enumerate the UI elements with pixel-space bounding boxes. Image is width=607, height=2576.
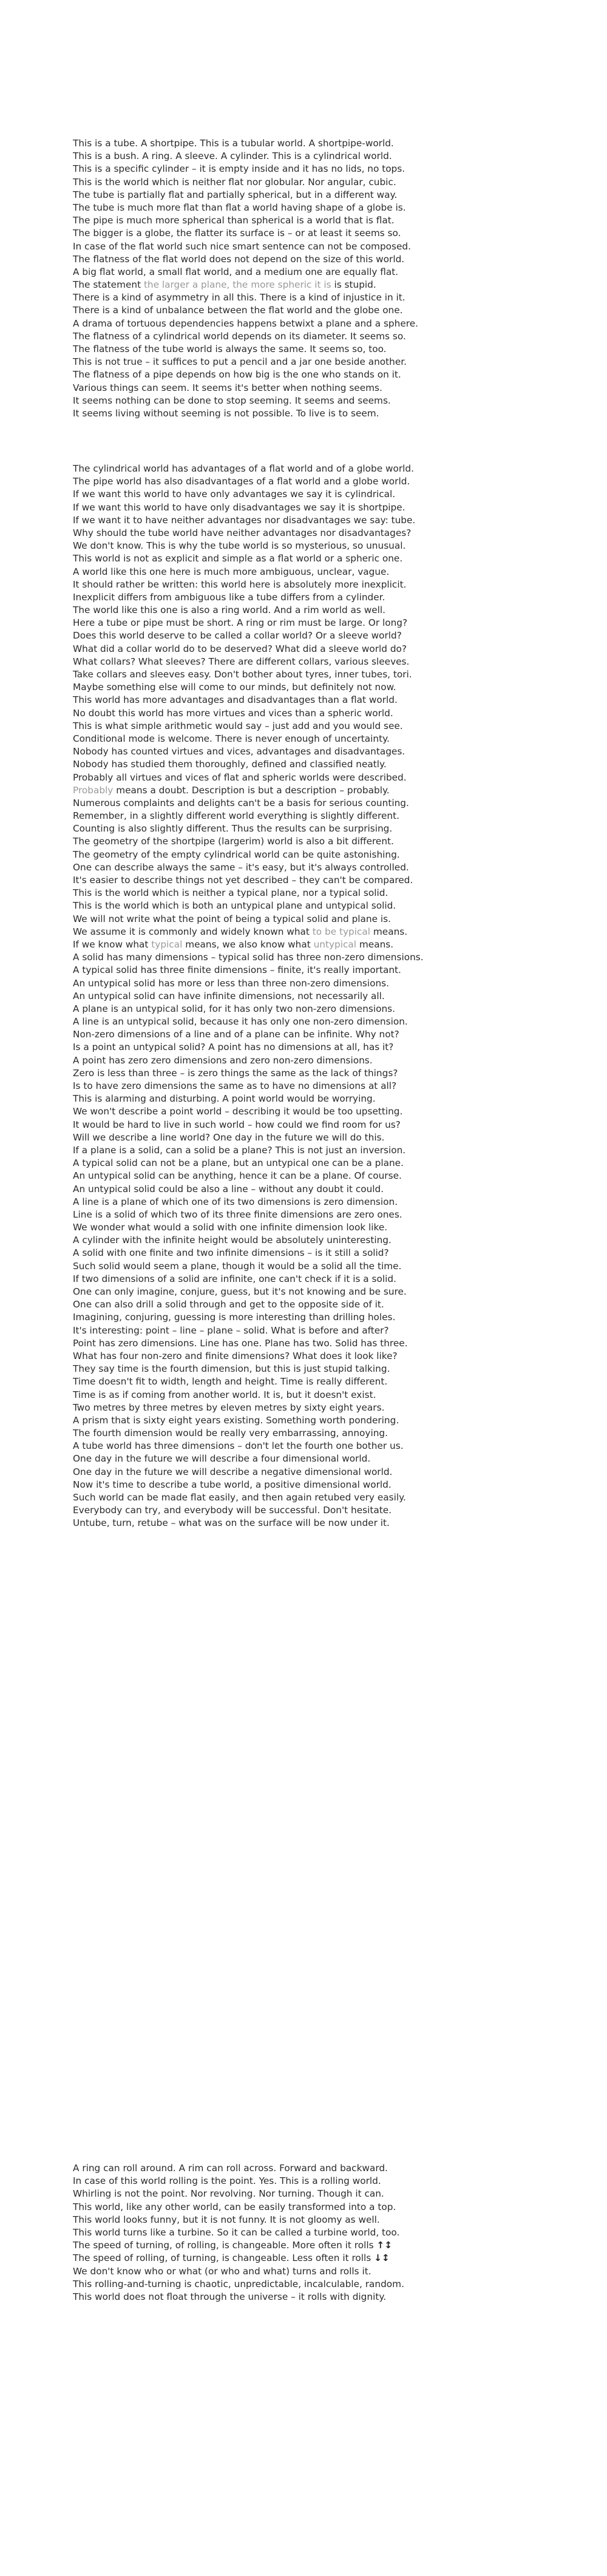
text-line <box>73 475 534 488</box>
text-line <box>73 1170 534 1182</box>
highlighted-phrase: typical <box>151 938 183 950</box>
text-segment: A plane is an untypical solid, for it has only two non-zero dimensions. <box>73 1003 396 1014</box>
text-segment: This is the world which is both an untypical plane and untypical solid. <box>73 900 396 912</box>
text-line <box>73 1414 534 1427</box>
text-line <box>73 1273 534 1286</box>
text-segment: Time is as if coming from another world. It is, but it doesn't exist. <box>73 1389 376 1400</box>
text-segment: The speed of turning, of rolling, is changeable. More often it rolls <box>73 2240 377 2251</box>
text-segment: Maybe something else will come to our minds, but definitely not now. <box>73 682 396 693</box>
text-segment: A solid has many dimensions – typical solid has three non-zero dimensions. <box>73 952 424 963</box>
text-segment: Remember, in a slightly different world everything is slightly different. <box>73 810 399 822</box>
text-segment: Is to have zero dimensions the same as to have no dimensions at all? <box>73 1080 397 1091</box>
text-segment: We will not write what the point of being a typical solid and plane is. <box>73 913 391 924</box>
text-line <box>73 137 534 150</box>
text-line <box>73 887 534 900</box>
text-line <box>73 758 534 771</box>
text-line <box>73 656 534 668</box>
text-segment: There is a kind of asymmetry in all this. There is a kind of injustice in it. <box>73 292 405 303</box>
text-segment: The geometry of the shortpipe (largerim) world is also a bit different. <box>73 836 394 847</box>
text-line <box>73 2239 534 2252</box>
text-segment: If we want this world to have only disadvantages we say it is shortpipe. <box>73 501 405 513</box>
text-line <box>73 720 534 733</box>
text-line <box>73 227 534 240</box>
text-segment: This world, like any other world, can be easily transformed into a top. <box>73 2201 396 2212</box>
text-segment: A typical solid has three finite dimensions – finite, it's really important. <box>73 964 401 976</box>
text-segment: Take collars and sleeves easy. Don't bother about tyres, inner tubes, tori. <box>73 669 412 680</box>
text-segment: is stupid. <box>331 279 376 291</box>
text-line <box>73 501 534 514</box>
text-segment: The cylindrical world has advantages of a flat world and of a globe world. <box>73 463 414 474</box>
text-line <box>73 1234 534 1247</box>
text-segment: A typical solid can not be a plane, but an untypical one can be a plane. <box>73 1158 404 1169</box>
text-line <box>73 279 534 291</box>
text-segment: We don't know who or what (or who and what) turns and rolls it. <box>73 2265 371 2277</box>
text-line <box>73 707 534 720</box>
text-segment: Two metres by three metres by eleven metres by sixty eight years. <box>73 1402 385 1413</box>
text-line <box>73 2278 534 2291</box>
text-line <box>73 1389 534 1402</box>
text-segment: Zero is less than three – is zero things the same as the lack of things? <box>73 1067 398 1079</box>
text-line <box>73 1375 534 1388</box>
text-line <box>73 784 534 797</box>
text-line <box>73 266 534 279</box>
text-line <box>73 2162 534 2175</box>
text-line <box>73 1479 534 1491</box>
text-line <box>73 304 534 317</box>
text-line <box>73 900 534 912</box>
text-segment: Counting is also slightly different. Thus the results can be surprising. <box>73 823 393 835</box>
text-segment: If we want it to have neither advantages nor disadvantages we say: tube. <box>73 514 416 526</box>
text-line <box>73 1504 534 1517</box>
text-line <box>73 810 534 822</box>
text-line <box>73 1183 534 1196</box>
text-line <box>73 2188 534 2200</box>
text-line <box>73 822 534 835</box>
text-line <box>73 1337 534 1350</box>
text-segment: This is a specific cylinder – it is empty inside and it has no lids, no tops. <box>73 163 405 175</box>
text-segment: This world turns like a turbine. So it can be called a turbine world, too. <box>73 2226 400 2238</box>
text-line <box>73 643 534 656</box>
text-line <box>73 368 534 381</box>
text-line <box>73 317 534 330</box>
text-line <box>73 1067 534 1080</box>
text-segment: Nobody has counted virtues and vices, advantages and disadvantages. <box>73 746 405 758</box>
text-line <box>73 463 534 475</box>
text-segment: Is a point an untypical solid? A point has no dimensions at all, has it? <box>73 1042 394 1053</box>
text-line <box>73 1350 534 1363</box>
text-line <box>73 938 534 951</box>
text-line <box>73 1028 534 1041</box>
text-segment: It's easier to describe things not yet described – they can't be compared. <box>73 875 413 886</box>
text-segment: The speed of rolling, of turning, is changeable. Less often it rolls <box>73 2252 375 2264</box>
text-segment: A big flat world, a small flat world, and a medium one are equally flat. <box>73 266 399 277</box>
text-line <box>73 591 534 604</box>
text-line <box>73 629 534 642</box>
text-segment: Nobody has studied them thoroughly, defined and classified neatly. <box>73 759 387 770</box>
text-line <box>73 1402 534 1414</box>
text-segment: No doubt this world has more virtues and vices than a spheric world. <box>73 707 393 719</box>
text-line <box>73 382 534 395</box>
text-segment: One day in the future we will describe a negative dimensional world. <box>73 1466 393 1477</box>
text-segment: Non-zero dimensions of a line and of a plane can be infinite. Why not? <box>73 1029 399 1040</box>
text-segment: The geometry of the empty cylindrical world can be quite astonishing. <box>73 849 400 860</box>
text-segment: If two dimensions of a solid are infinite, one can't check if it is a solid. <box>73 1273 396 1284</box>
text-line <box>73 694 534 707</box>
arrow-icon: ↑↕ <box>376 2240 393 2251</box>
text-line <box>73 1324 534 1337</box>
text-line <box>73 1093 534 1105</box>
text-segment: A tube world has three dimensions – don't let the fourth one bother us. <box>73 1440 404 1452</box>
paragraph-1 <box>73 137 534 420</box>
text-line <box>73 913 534 926</box>
text-line <box>73 874 534 887</box>
text-segment: An untypical solid has more or less than three non-zero dimensions. <box>73 977 389 989</box>
highlighted-phrase: Probably <box>73 784 114 796</box>
text-line <box>73 2214 534 2226</box>
text-line <box>73 407 534 420</box>
text-segment: In case of this world rolling is the point. Yes. This is a rolling world. <box>73 2175 381 2187</box>
text-line <box>73 1119 534 1131</box>
text-segment: Conditional mode is welcome. There is never enough of uncertainty. <box>73 733 390 744</box>
text-segment: Why should the tube world have neither advantages nor disadvantages? <box>73 527 412 538</box>
text-line <box>73 835 534 848</box>
text-line <box>73 163 534 175</box>
text-segment: A point has zero zero dimensions and zero non-zero dimensions. <box>73 1054 373 1066</box>
text-segment: This rolling-and-turning is chaotic, unpredictable, incalculable, random. <box>73 2278 404 2290</box>
text-segment: This world does not float through the universe – it rolls with dignity. <box>73 2291 387 2302</box>
text-segment: It would be hard to live in such world – how could we find room for us? <box>73 1119 401 1130</box>
text-segment: Time doesn't fit to width, length and height. Time is really different. <box>73 1376 388 1388</box>
text-line <box>73 552 534 565</box>
text-segment: The flatness of a cylindrical world depends on its diameter. It seems so. <box>73 330 406 342</box>
text-segment: The pipe is much more spherical than spherical is a world that is flat. <box>73 215 395 226</box>
text-line <box>73 176 534 189</box>
text-segment: The pipe world has also disadvantages of a flat world and a globe world. <box>73 476 410 487</box>
text-segment: One can only imagine, conjure, guess, but it's not knowing and be sure. <box>73 1286 407 1297</box>
text-segment: This is alarming and disturbing. A point world would be worrying. <box>73 1093 376 1105</box>
text-segment: Imagining, conjuring, guessing is more interesting than drilling holes. <box>73 1312 396 1323</box>
text-line <box>73 1221 534 1234</box>
text-segment: A solid with one finite and two infinite dimensions – is it still a solid? <box>73 1247 389 1259</box>
text-line <box>73 395 534 407</box>
text-line <box>73 2252 534 2265</box>
text-line <box>73 1105 534 1118</box>
text-line <box>73 1131 534 1144</box>
text-line <box>73 1247 534 1259</box>
text-segment: Such world can be made flat easily, and then again retubed very easily. <box>73 1492 406 1503</box>
text-line <box>73 1015 534 1028</box>
text-segment: What collars? What sleeves? There are different collars, various sleeves. <box>73 656 410 667</box>
text-segment: Various things can seem. It seems it's better when nothing seems. <box>73 382 382 393</box>
text-line <box>73 668 534 681</box>
paragraph-3 <box>73 2162 534 2303</box>
text-segment: Untube, turn, retube – what was on the surface will be now under it. <box>73 1517 390 1529</box>
text-segment: If we know what <box>73 938 152 950</box>
text-segment: The statement <box>73 279 144 291</box>
text-segment: A world like this one here is much more ambiguous, unclear, vague. <box>73 566 390 577</box>
text-line <box>73 1054 534 1067</box>
text-line <box>73 253 534 266</box>
text-segment: One can also drill a solid through and get to the opposite side of it. <box>73 1299 384 1310</box>
text-line <box>73 1491 534 1504</box>
text-line <box>73 1286 534 1298</box>
text-line <box>73 2265 534 2278</box>
text-line <box>73 849 534 861</box>
text-line <box>73 488 534 501</box>
text-segment: This world looks funny, but it is not funny. It is not gloomy as well. <box>73 2214 380 2225</box>
text-line <box>73 977 534 990</box>
text-segment: Numerous complaints and delights can't be a basis for serious counting. <box>73 797 409 808</box>
text-line <box>73 1144 534 1157</box>
text-line <box>73 343 534 356</box>
text-line <box>73 1311 534 1324</box>
text-segment: The flatness of a pipe depends on how big is the one who stands on it. <box>73 369 401 381</box>
text-line <box>73 1298 534 1311</box>
text-segment: It's interesting: point – line – plane – solid. What is before and after? <box>73 1324 389 1336</box>
text-segment: It seems living without seeming is not possible. To live is to seem. <box>73 407 379 419</box>
text-line <box>73 527 534 540</box>
arrow-icon: ↓↕ <box>374 2252 390 2264</box>
text-line <box>73 1517 534 1530</box>
text-line <box>73 1440 534 1452</box>
text-line <box>73 1041 534 1054</box>
text-segment: This is not true – it suffices to put a pencil and a jar one beside another. <box>73 356 407 368</box>
text-line <box>73 861 534 874</box>
text-segment: One day in the future we will describe a four dimensional world. <box>73 1453 371 1465</box>
text-segment: A line is an untypical solid, because it has only one non-zero dimension. <box>73 1016 408 1028</box>
text-line <box>73 578 534 591</box>
text-line <box>73 189 534 202</box>
text-segment: We assume it is commonly and widely known what <box>73 926 313 937</box>
text-segment: If a plane is a solid, can a solid be a plane? This is not just an inversion. <box>73 1144 406 1156</box>
text-segment: One can describe always the same – it's easy, but it's always controlled. <box>73 861 409 873</box>
text-line <box>73 240 534 253</box>
text-line <box>73 926 534 938</box>
text-line <box>73 214 534 227</box>
text-line <box>73 990 534 1003</box>
text-segment: A line is a plane of which one of its two dimensions is zero dimension. <box>73 1196 398 1207</box>
text-line <box>73 733 534 745</box>
text-segment: A drama of tortuous dependencies happens betwixt a plane and a sphere. <box>73 317 418 329</box>
text-segment: Point has zero dimensions. Line has one. Plane has two. Solid has three. <box>73 1337 408 1349</box>
text-segment: The fourth dimension would be really very embarrassing, annoying. <box>73 1428 388 1439</box>
text-segment: Does this world deserve to be called a collar world? Or a sleeve world? <box>73 630 402 642</box>
text-line <box>73 771 534 784</box>
text-segment: means a doubt. Description is but a description – probably. <box>113 784 390 796</box>
text-segment: The world like this one is also a ring world. And a rim world as well. <box>73 605 386 616</box>
text-line <box>73 681 534 694</box>
text-segment: Here a tube or pipe must be short. A ring or rim must be large. Or long? <box>73 617 408 629</box>
text-segment: means, we also know what <box>182 938 314 950</box>
text-line <box>73 604 534 617</box>
text-line <box>73 291 534 304</box>
text-segment: The bigger is a globe, the flatter its surface is – or at least it seems so. <box>73 228 401 239</box>
highlighted-phrase: to be typical <box>312 926 371 937</box>
text-segment: This is a bush. A ring. A sleeve. A cylinder. This is a cylindrical world. <box>73 151 392 162</box>
text-segment: It seems nothing can be done to stop seeming. It seems and seems. <box>73 395 391 406</box>
text-segment: This world is not as explicit and simple as a flat world or a spheric one. <box>73 553 403 564</box>
highlighted-phrase: the larger a plane, the more spheric it is <box>143 279 331 291</box>
text-line <box>73 356 534 368</box>
text-segment: They say time is the fourth dimension, but this is just stupid talking. <box>73 1363 390 1375</box>
text-segment: An untypical solid could be also a line – without any doubt it could. <box>73 1183 384 1195</box>
text-segment: We wonder what would a solid with one infinite dimension look like. <box>73 1222 388 1233</box>
text-line <box>73 1363 534 1375</box>
text-line <box>73 1260 534 1273</box>
text-segment: Such solid would seem a plane, though it would be a solid all the time. <box>73 1260 402 1272</box>
text-line <box>73 150 534 163</box>
text-line <box>73 202 534 214</box>
text-line <box>73 2291 534 2303</box>
text-line <box>73 1157 534 1170</box>
text-segment: Now it's time to describe a tube world, a positive dimensional world. <box>73 1479 392 1490</box>
text-line <box>73 514 534 527</box>
text-segment: This is what simple arithmetic would say – just add and you would see. <box>73 720 403 731</box>
text-segment: means. <box>370 926 408 937</box>
text-segment: An untypical solid can be anything, hence it can be a plane. Of course. <box>73 1170 402 1182</box>
text-segment: There is a kind of unbalance between the flat world and the globe one. <box>73 305 403 316</box>
text-segment: The tube is partially flat and partially spherical, but in a different way. <box>73 189 398 200</box>
text-line <box>73 1196 534 1208</box>
text-segment: A cylinder with the infinite height would be absolutely uninteresting. <box>73 1235 392 1246</box>
text-line <box>73 1427 534 1440</box>
text-segment: This world has more advantages and disadvantages than a flat world. <box>73 694 398 706</box>
text-segment: Whirling is not the point. Nor revolving. Nor turning. Though it can. <box>73 2188 384 2200</box>
text-segment: If we want this world to have only advantages we say it is cylindrical. <box>73 489 396 500</box>
text-line <box>73 745 534 758</box>
text-segment: This is the world which is neither flat nor globular. Nor angular, cubic. <box>73 176 396 188</box>
text-segment: This is a tube. A shortpipe. This is a tubular world. A shortpipe-world. <box>73 138 394 149</box>
text-line <box>73 2175 534 2188</box>
text-segment: This is the world which is neither a typical plane, nor a typical solid. <box>73 887 388 899</box>
text-line <box>73 566 534 578</box>
text-line <box>73 1452 534 1465</box>
text-segment: A ring can roll around. A rim can roll across. Forward and backward. <box>73 2163 388 2174</box>
text-segment: We won't describe a point world – describing it would be too upsetting. <box>73 1106 403 1117</box>
text-segment: Probably all virtues and vices of flat and spheric worlds were described. <box>73 771 407 783</box>
text-line <box>73 1003 534 1015</box>
text-segment: Everybody can try, and everybody will be successful. Don't hesitate. <box>73 1505 392 1516</box>
text-line <box>73 330 534 343</box>
text-line <box>73 1466 534 1479</box>
text-segment: A prism that is sixty eight years existing. Something worth pondering. <box>73 1414 399 1426</box>
text-line <box>73 951 534 964</box>
text-segment: An untypical solid can have infinite dimensions, not necessarily all. <box>73 990 385 1002</box>
text-segment: Line is a solid of which two of its three finite dimensions are zero ones. <box>73 1208 402 1220</box>
text-line <box>73 797 534 810</box>
text-line <box>73 2201 534 2214</box>
text-line <box>73 964 534 977</box>
text-segment: means. <box>356 938 394 950</box>
highlighted-phrase: untypical <box>313 938 357 950</box>
text-segment: We don't know. This is why the tube world is so mysterious, so unusual. <box>73 540 406 552</box>
text-segment: Inexplicit differs from ambiguous like a tube differs from a cylinder. <box>73 591 385 603</box>
text-line <box>73 540 534 552</box>
text-line <box>73 2226 534 2239</box>
text-line <box>73 617 534 629</box>
text-segment: In case of the flat world such nice smart sentence can not be composed. <box>73 240 411 252</box>
text-segment: The flatness of the tube world is always the same. It seems so, too. <box>73 344 387 354</box>
text-segment: The tube is much more flat than flat a world having shape of a globe is. <box>73 202 406 213</box>
text-segment: Will we describe a line world? One day in the future we will do this. <box>73 1131 385 1143</box>
text-segment: The flatness of the flat world does not depend on the size of this world. <box>73 253 405 265</box>
text-segment: What has four non-zero and finite dimensions? What does it look like? <box>73 1350 398 1361</box>
text-line <box>73 1080 534 1093</box>
text-line <box>73 1208 534 1221</box>
paragraph-2 <box>73 463 534 1530</box>
text-segment: It should rather be written: this world here is absolutely more inexplicit. <box>73 578 407 590</box>
text-segment: What did a collar world do to be deserved? What did a sleeve world do? <box>73 643 407 654</box>
